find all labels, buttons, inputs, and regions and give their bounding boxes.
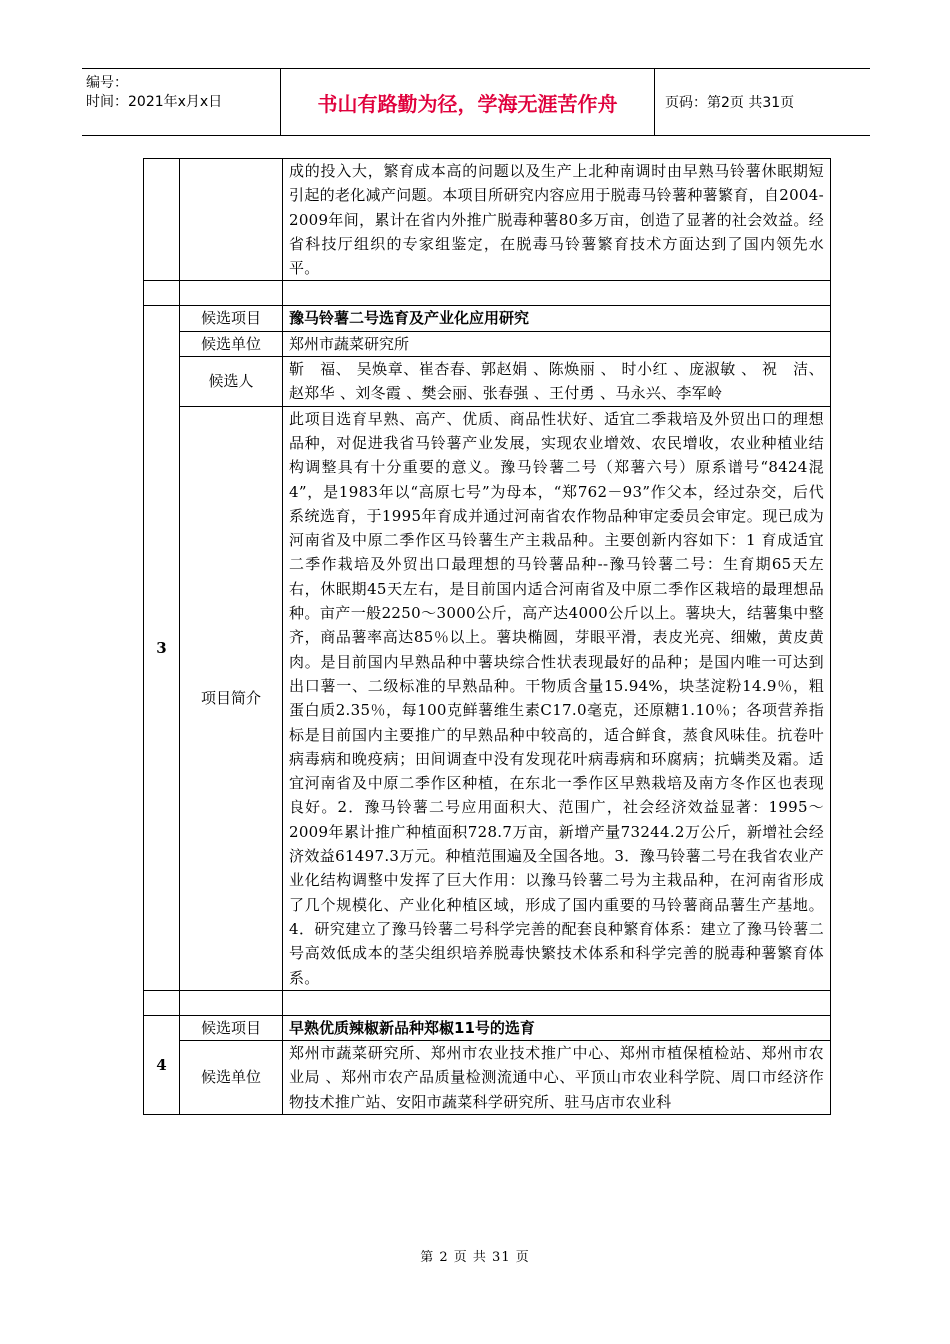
unit-value: 郑州市蔬菜研究所: [283, 331, 831, 356]
spacer-row: [144, 281, 831, 306]
header-meta: [82, 69, 281, 135]
project-label: 候选项目: [180, 1015, 283, 1040]
code-label: 编号：: [86, 75, 128, 91]
header-page-number: 页码：第2页 共31页: [665, 95, 795, 111]
unit-value: 郑州市蔬菜研究所、郑州市农业技术推广中心、郑州市植保植检站、郑州市农业局 、郑州市农产品质量检测流通中心、平顶山市农业科学院、周口市经济作物技术推广站、安阳市蔬菜科学研究所、驻马店市农业科: [283, 1041, 831, 1115]
continuation-row: [144, 159, 831, 281]
unit-label: 候选单位: [180, 1041, 283, 1115]
unit-label: 候选单位: [180, 331, 283, 356]
project-title: 豫马铃薯二号选育及产业化应用研究: [283, 306, 831, 331]
person-label: 候选人: [180, 357, 283, 407]
entry-3-unit-row: [144, 331, 831, 356]
entry-3-person-row: [144, 357, 831, 407]
header-motto: 书山有路勤为径，学海无涯苦作舟: [281, 69, 655, 135]
person-value: 靳 福、 吴焕章、崔杏春、郭赵娟 、陈焕丽 、 时小红 、庞淑敏 、 祝 洁、赵郑华 、刘冬霞 、樊会丽、张春强 、王付勇 、马永兴、李军岭: [283, 357, 831, 407]
candidate-table: [143, 158, 831, 1115]
entry-number: 3: [144, 306, 180, 990]
page-header: [82, 68, 870, 136]
intro-text: 此项目选育早熟、高产、优质、商品性状好、适宜二季栽培及外贸出口的理想品种，对促进我省马铃薯产业发展，实现农业增效、农民增收，农业种植业结构调整具有十分重要的意义。豫马铃薯二号（郑薯六号）原系谱号“8424混4”，是1983年以“高原七号”为母本，“郑762－93”作父本，经过杂交，后代系统选育，于1995年育成并通过河南省农作物品种审定委员会审定。现已成为河南省及中原二季作区马铃薯生产主栽品种。主要创新内容如下：1 育成适宜二季作栽培及外贸出口最理想的马铃薯品种--豫马铃薯二号：生育期65天左右，休眠期45天左右，是目前国内适合河南省及中原二季作区栽培的最理想品种。亩产一般2250～3000公斤，高产达4000公斤以上。薯块大，结薯集中整齐，商品薯率高达85％以上。薯块椭圆，芽眼平滑，表皮光亮、细嫩，黄皮黄肉。是目前国内早熟品种中薯块综合性状表现最好的品种；是国内唯一可达到出口薯一、二级标准的早熟品种。干物质含量15.94%，块茎淀粉14.9％，粗蛋白质2.35％，每100克鲜薯维生素C17.0毫克，还原糖1.10％；各项营养指标是目前国内主要推广的早熟品种中较高的，适合鲜食，蒸食风味佳。抗卷叶病毒病和晚疫病；田间调查中没有发现花叶病毒病和环腐病；抗螨类及霜。适宜河南省及中原二季作区种植，在东北一季作区早熟栽培及南方冬作区也表现良好。2．豫马铃薯二号应用面积大、范围广，社会经济效益显著：1995～2009年累计推广种植面积728.7万亩，新增产量73244.2万公斤，新增社会经济效益61497.3万元。种植范围遍及全国各地。3．豫马铃薯二号在我省农业产业化结构调整中发挥了巨大作用：以豫马铃薯二号为主栽品种，在河南省形成了几个规模化、产业化种植区域，形成了国内重要的马铃薯商品薯生产基地。4．研究建立了豫马铃薯二号科学完善的配套良种繁育体系：建立了豫马铃薯二号高效低成本的茎尖组织培养脱毒快繁技术体系和科学完善的脱毒种薯繁育体系。: [283, 406, 831, 990]
entry-number: 4: [144, 1015, 180, 1114]
project-title: 早熟优质辣椒新品种郑椒11号的选育: [283, 1015, 831, 1040]
entry-3-intro-row: [144, 406, 831, 990]
project-label: 候选项目: [180, 306, 283, 331]
entry-3-project-row: [144, 306, 831, 331]
time-label: 时间：2021年x月x日: [86, 94, 223, 110]
spacer-row: [144, 990, 831, 1015]
intro-label: 项目简介: [180, 406, 283, 990]
entry-4-unit-row: [144, 1041, 831, 1115]
page-footer: 第 2 页 共 31 页: [420, 1250, 530, 1265]
continuation-text: 成的投入大，繁育成本高的问题以及生产上北种南调时由早熟马铃薯休眠期短引起的老化减产问题。本项目所研究内容应用于脱毒马铃薯种薯繁育，自2004-2009年间，累计在省内外推广脱毒种薯80多万亩，创造了显著的社会效益。经省科技厅组织的专家组鉴定，在脱毒马铃薯繁育技术方面达到了国内领先水平。: [283, 159, 831, 281]
entry-4-project-row: [144, 1015, 831, 1040]
